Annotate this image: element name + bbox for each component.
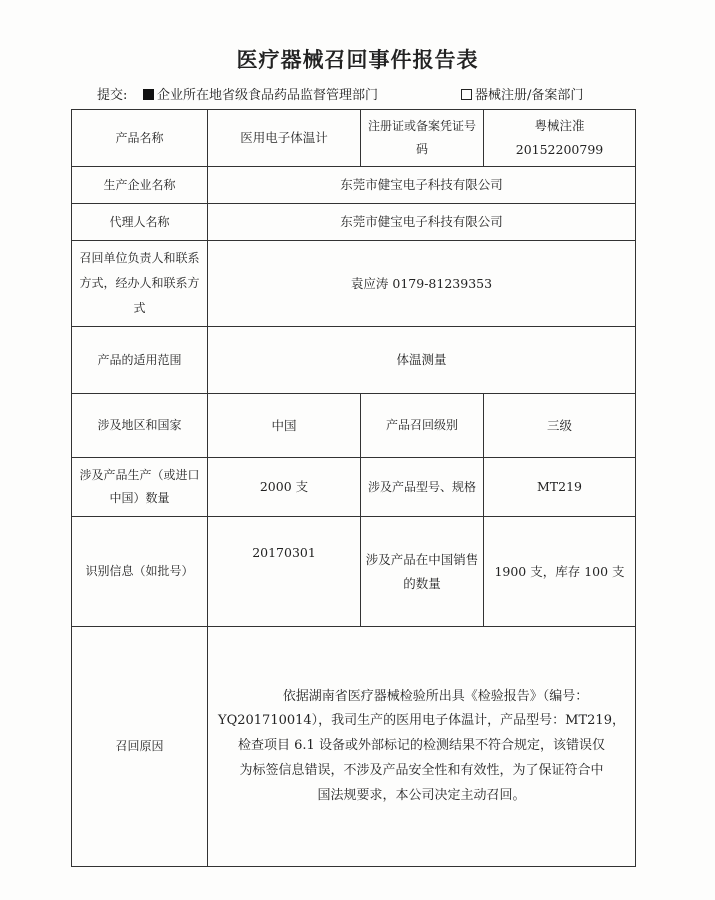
batch-value: 20170301 [208,517,361,627]
product-name-label: 产品名称 [72,110,208,167]
submit-option-provincial-label: 企业所在地省级食品药品监督管理部门 [157,88,379,103]
unchecked-box-icon[interactable] [461,89,472,100]
region-label: 涉及地区和国家 [72,394,208,458]
product-name-value: 医用电子体温计 [208,110,361,167]
submit-option-registration-label: 器械注册/备案部门 [475,88,584,103]
scope-label: 产品的适用范围 [72,327,208,394]
reason-line-3: 检查项目 6.1 设备或外部标记的检测结果不符合规定，该错误仅 [238,738,605,754]
sold-value: 1900 支，库存 100 支 [484,517,636,627]
reason-line-4: 为标签信息错误，不涉及产品安全性和有效性，为了保证符合中 [239,762,604,778]
contact-value: 袁应涛 0179-81239353 [208,241,636,327]
table-row [72,627,636,867]
agent-value: 东莞市健宝电子科技有限公司 [208,204,636,241]
reason-line-1: 依据湖南省医疗器械检验所出具《检验报告》（编号： [282,688,589,704]
table-row [72,394,636,458]
registration-value-line2: 20152200799 [515,142,604,157]
recall-level-value: 三级 [484,394,636,458]
quantity-label: 涉及产品生产（或进口中国）数量 [72,458,208,517]
reason-label: 召回原因 [72,627,208,867]
reason-paragraph [212,685,631,808]
recall-level-label: 产品召回级别 [361,394,484,458]
submit-row [97,84,657,104]
region-value: 中国 [208,394,361,458]
manufacturer-label: 生产企业名称 [72,167,208,204]
contact-label: 召回单位负责人和联系方式，经办人和联系方式 [72,241,208,327]
form-title: 医疗器械召回事件报告表 [236,47,479,72]
table-row [72,517,636,627]
registration-label: 注册证或备案凭证号码 [361,110,484,167]
manufacturer-value: 东莞市健宝电子科技有限公司 [208,167,636,204]
reason-line-5: 国法规要求，本公司决定主动召回。 [317,787,526,803]
table-row [72,110,636,167]
registration-value [484,110,636,167]
table-row [72,241,636,327]
table-row [72,167,636,204]
reason-value [208,627,636,867]
reason-line-2: YQ201710014），我司生产的医用电子体温计，产品型号：MT219， [218,713,625,729]
scope-value: 体温测量 [208,327,636,394]
table-row [72,327,636,394]
submit-option-provincial[interactable] [143,84,378,103]
submit-option-registration[interactable] [461,84,583,103]
submit-label: 提交: [97,88,128,103]
model-value: MT219 [484,458,636,517]
registration-value-line1: 粤械注准 [534,118,585,134]
batch-label: 识别信息（如批号） [72,517,208,627]
agent-label: 代理人名称 [72,204,208,241]
table-row [72,458,636,517]
sold-label: 涉及产品在中国销售的数量 [361,517,484,627]
recall-report-table [71,109,636,867]
quantity-value: 2000 支 [208,458,361,517]
table-row [72,204,636,241]
model-label: 涉及产品型号、规格 [361,458,484,517]
checked-box-icon[interactable] [143,89,154,100]
